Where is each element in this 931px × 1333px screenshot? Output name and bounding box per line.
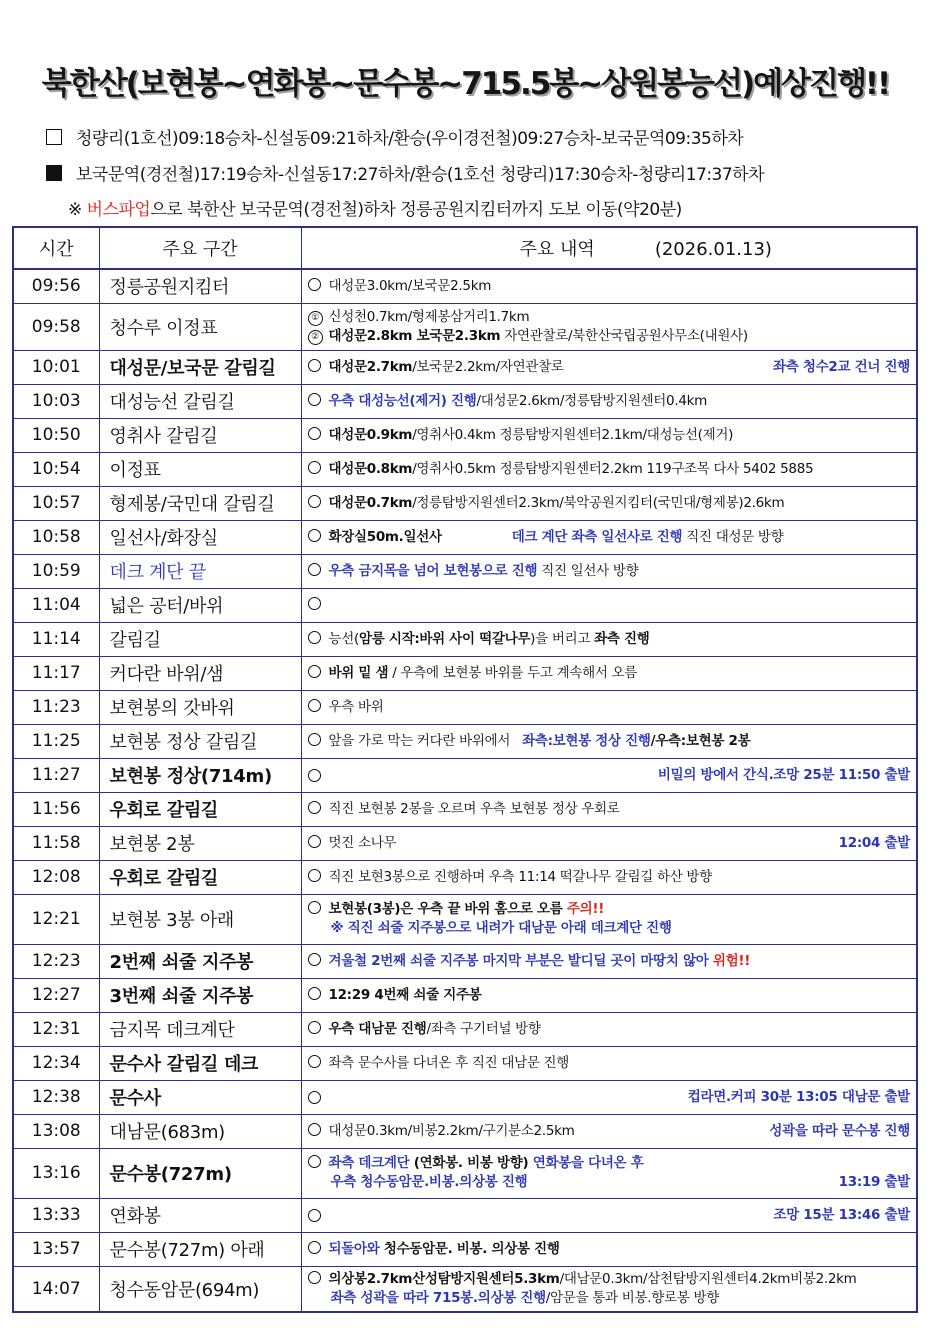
table-row: 09:58 청수루 이정표 ① 신성천0.7km/형제봉삼거리1.7km ② 대성문2.8km 보국문2.3km 자연관찰로/북한산국립공원사무소(내원사) [13,303,917,350]
filled-square-icon [46,165,62,181]
header-time: 시간 [13,227,99,269]
table-row: 13:57 문수봉(727m) 아래 되돌아와 청수동암문. 비봉. 의상봉 진행 [13,1232,917,1266]
table-row: 10:03 대성능선 갈림길 우측 대성능선(제거) 진행/대성문2.6km/정릉탐방지원센터0.4km [13,384,917,418]
table-row: 11:04 넓은 공터/바위 [13,588,917,622]
circle-icon [308,563,321,576]
table-row: 10:58 일선사/화장실 화장실50m.일선사 데크 계단 좌측 일선사로 진행 직진 대성문 방향 [13,520,917,554]
schedule-table [12,226,918,1313]
circle-icon [308,393,321,406]
circle-icon [308,631,321,644]
circle-icon [308,359,321,372]
table-row: 12:21 보현봉 3봉 아래 보현봉(3봉)은 우측 끝 바위 홈으로 오름 주의!! ※ 직진 쇠줄 지주봉으로 내려가 대남문 아래 데크계단 진행 [13,894,917,944]
table-row: 10:59 데크 계단 끝 우측 금지목을 넘어 보현봉으로 진행 직진 일선사 방향 [13,554,917,588]
table-row: 11:23 보현봉의 갓바위 우측 바위 [13,690,917,724]
table-row: 13:33 연화봉 조망 15분 13:46 출발 [13,1198,917,1232]
table-row: 10:50 영취사 갈림길 대성문0.9km/영취사0.4km 정릉탐방지원센터2.1km/대성능선(제거) [13,418,917,452]
table-row: 10:01 대성문/보국문 갈림길 대성문2.7km/보국문2.2km/자연관찰로 좌측 청수2교 건너 진행 [13,350,917,384]
transport-go: 청량리(1호선)09:18승차-신설동09:21하차/환승(우이경전철)09:27승차-보국문역09:35하차 [46,124,743,149]
table-row: 12:23 2번째 쇠줄 지주봉 겨울철 2번째 쇠줄 지주봉 마지막 부분은 발디딜 곳이 마땅치 않아 위험!! [13,944,917,978]
table-row: 11:14 갈림길 능선(암릉 시작:바위 사이 떡갈나무)을 버리고 좌측 진행 [13,622,917,656]
table-row: 11:56 우회로 갈림길 직진 보현봉 2봉을 오르며 우측 보현봉 정상 우회로 [13,792,917,826]
circle-icon [308,953,321,966]
circle-icon [308,869,321,882]
circle-icon [308,665,321,678]
circle-icon [308,699,321,712]
circle-icon [308,987,321,1000]
table-row: 12:27 3번째 쇠줄 지주봉 12:29 4번째 쇠줄 지주봉 [13,978,917,1012]
circle-icon [308,733,321,746]
table-row: 12:38 문수사 컵라면.커피 30분 13:05 대남문 출발 [13,1080,917,1114]
circle-icon [308,1209,321,1222]
table-row: 10:57 형제봉/국민대 갈림길 대성문0.7km/정릉탐방지원센터2.3km/북악공원지킴터(국민대/형제봉)2.6km [13,486,917,520]
circle-icon [308,597,321,610]
table-row: 14:07 청수동암문(694m) 의상봉2.7km산성탐방지원센터5.3km/대남문0.3km/삼천탐방지원센터4.2km비봉2.2km 좌측 성곽을 따라 715봉.의상봉 진행/암문을 통과 비봉.향로봉 방향 [13,1266,917,1312]
circle-icon [308,1021,321,1034]
circle-icon [308,529,321,542]
circle-icon [308,278,321,291]
table-row: 13:08 대남문(683m) 대성문0.3km/비봉2.2km/구기분소2.5km 성곽을 따라 문수봉 진행 [13,1114,917,1148]
table-row: 11:58 보현봉 2봉 멋진 소나무 12:04 출발 [13,826,917,860]
table-row: 12:31 금지목 데크계단 우측 대남문 진행/좌측 구기터널 방향 [13,1012,917,1046]
number-two-icon: ② [308,330,323,345]
table-row: 09:56 정릉공원지킴터 대성문3.0km/보국문2.5km [13,269,917,303]
circle-icon [308,1271,321,1284]
circle-icon [308,801,321,814]
table-row: 10:54 이정표 대성문0.8km/영취사0.5km 정릉탐방지원센터2.2km 119구조목 다사 5402 5885 [13,452,917,486]
table-row: 11:25 보현봉 정상 갈림길 앞을 가로 막는 커다란 바위에서 좌측:보현봉 정상 진행/우측:보현봉 2봉 [13,724,917,758]
circle-icon [308,835,321,848]
empty-square-icon [46,129,62,145]
table-header [13,227,917,269]
circle-icon [308,1123,321,1136]
circle-icon [308,1055,321,1068]
circle-icon [308,427,321,440]
table-row: 13:16 문수봉(727m) 좌측 데크계단 (연화봉. 비봉 방향) 연화봉을 다녀온 후 우측 청수동암문.비봉.의상봉 진행 13:19 출발 [13,1148,917,1198]
circle-icon [308,901,321,914]
circle-icon [308,1155,321,1168]
number-one-icon: ① [308,311,323,326]
header-section: 주요 구간 [99,227,301,269]
table-row: 11:17 커다란 바위/샘 바위 밑 샘 / 우측에 보현봉 바위를 두고 계속해서 오름 [13,656,917,690]
circle-icon [308,1091,321,1104]
header-detail: 주요 내역 (2026.01.13) [301,227,917,269]
table-row: 12:08 우회로 갈림길 직진 보현3봉으로 진행하며 우측 11:14 떡갈나무 갈림길 하산 방향 [13,860,917,894]
transport-return: 보국문역(경전철)17:19승차-신설동17:27하차/환승(1호선 청량리)17:30승차-청량리17:37하차 [46,160,764,185]
table-row: 11:27 보현봉 정상(714m) 비밀의 방에서 간식.조망 25분 11:50 출발 [13,758,917,792]
circle-icon [308,1241,321,1254]
circle-icon [308,495,321,508]
table-row: 12:34 문수사 갈림길 데크 좌측 문수사를 다녀온 후 직진 대남문 진행 [13,1046,917,1080]
circle-icon [308,461,321,474]
circle-icon [308,769,321,782]
bus-strike-note: ※ 버스파업으로 북한산 보국문역(경전철)하차 정릉공원지킴터까지 도보 이동(약20분) [68,200,682,220]
page-title: 북한산(보현봉~연화봉~문수봉~715.5봉~상원봉능선)예상진행!! [41,66,890,102]
